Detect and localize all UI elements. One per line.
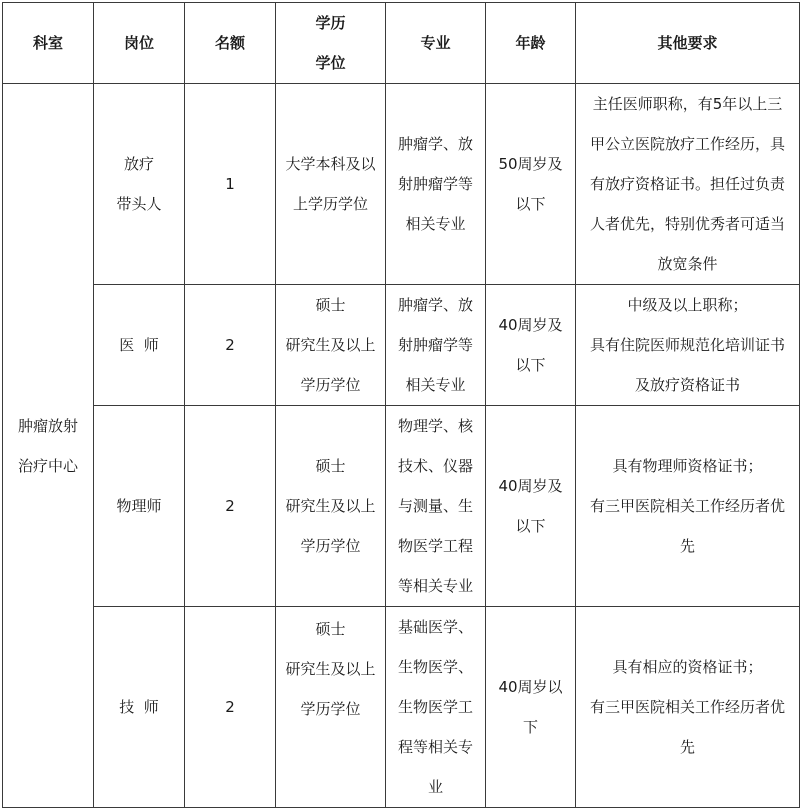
header-other: 其他要求 xyxy=(576,3,800,84)
table-row xyxy=(3,607,800,808)
education-cell xyxy=(276,406,386,607)
major-line: 相关专业 xyxy=(405,215,466,233)
major-line: 肿瘤学、放 xyxy=(397,296,473,314)
major-line: 肿瘤学、放 xyxy=(397,135,473,153)
requirement-line: 甲公立医院放疗工作经历，具 xyxy=(589,135,785,153)
post-line: 医 师 xyxy=(119,336,159,354)
requirement-line: 及放疗资格证书 xyxy=(634,376,740,394)
requirement-line: 主任医师职称，有5年以上三 xyxy=(592,95,783,113)
post-cell xyxy=(94,607,185,808)
department-line1: 肿瘤放射 xyxy=(17,416,78,435)
requirement-line: 人者优先，特别优秀者可适当 xyxy=(589,215,785,233)
header-major: 专业 xyxy=(386,3,486,84)
requirement-line: 有三甲医院相关工作经历者优 xyxy=(589,698,785,716)
requirements-cell xyxy=(576,406,800,607)
department-line2: 治疗中心 xyxy=(17,456,78,475)
education-line: 大学本科及以 xyxy=(285,155,376,173)
count-cell: 1 xyxy=(185,84,276,285)
header-education xyxy=(276,3,386,84)
major-line: 物医学工程 xyxy=(397,537,473,555)
post-line: 物理师 xyxy=(116,497,162,515)
major-line: 相关专业 xyxy=(405,376,466,394)
age-line: 下 xyxy=(522,718,538,736)
requirement-line: 中级及以上职称； xyxy=(627,296,748,314)
post-cell xyxy=(94,84,185,285)
post-line: 技 师 xyxy=(119,698,159,716)
requirement-line: 有放疗资格证书。担任过负责 xyxy=(589,175,785,193)
education-line: 上学历学位 xyxy=(292,195,368,213)
header-count: 名额 xyxy=(185,3,276,84)
major-line: 物理学、核 xyxy=(397,417,473,435)
education-line: 硕士 xyxy=(315,620,346,638)
header-dept: 科室 xyxy=(3,3,94,84)
major-cell xyxy=(386,406,486,607)
requirement-line: 具有物理师资格证书； xyxy=(612,457,763,475)
major-line: 射肿瘤学等 xyxy=(397,336,473,354)
age-line: 50周岁及 xyxy=(498,155,563,173)
header-education-line1: 学历 xyxy=(315,14,346,32)
header-post: 岗位 xyxy=(94,3,185,84)
education-cell xyxy=(276,607,386,808)
count-cell: 2 xyxy=(185,607,276,808)
requirements-cell xyxy=(576,607,800,808)
requirements-cell xyxy=(576,285,800,406)
requirement-line: 先 xyxy=(679,738,695,756)
age-line: 以下 xyxy=(515,356,546,374)
education-cell xyxy=(276,84,386,285)
education-line: 学历学位 xyxy=(300,376,361,394)
requirements-cell xyxy=(576,84,800,285)
education-line: 学历学位 xyxy=(300,700,361,718)
age-line: 以下 xyxy=(515,195,546,213)
table-row xyxy=(3,285,800,406)
header-age: 年龄 xyxy=(486,3,576,84)
post-line: 带头人 xyxy=(116,195,162,213)
major-line: 基础医学、 xyxy=(397,618,473,636)
age-line: 40周岁及 xyxy=(498,316,563,334)
age-line: 40周岁以 xyxy=(498,678,563,696)
requirement-line: 放宽条件 xyxy=(657,255,718,273)
header-education-line2: 学位 xyxy=(315,54,346,72)
education-line: 研究生及以上 xyxy=(285,660,376,678)
education-line: 研究生及以上 xyxy=(285,497,376,515)
major-line: 生物医学、 xyxy=(397,658,473,676)
major-line: 与测量、生 xyxy=(397,497,473,515)
count-cell: 2 xyxy=(185,406,276,607)
major-line: 技术、仪器 xyxy=(397,457,473,475)
table-row xyxy=(3,84,800,285)
post-cell xyxy=(94,406,185,607)
major-line: 业 xyxy=(427,778,443,796)
recruitment-table xyxy=(2,2,800,808)
major-line: 等相关专业 xyxy=(397,577,473,595)
major-line: 生物医学工 xyxy=(397,698,473,716)
age-cell xyxy=(486,607,576,808)
age-cell xyxy=(486,285,576,406)
post-cell xyxy=(94,285,185,406)
age-cell xyxy=(486,406,576,607)
education-line: 学历学位 xyxy=(300,537,361,555)
requirement-line: 有三甲医院相关工作经历者优 xyxy=(589,497,785,515)
age-line: 以下 xyxy=(515,517,546,535)
major-cell xyxy=(386,84,486,285)
requirement-line: 具有住院医师规范化培训证书 xyxy=(589,336,785,354)
age-line: 40周岁及 xyxy=(498,477,563,495)
major-cell xyxy=(386,285,486,406)
requirement-line: 先 xyxy=(679,537,695,555)
count-cell: 2 xyxy=(185,285,276,406)
age-cell xyxy=(486,84,576,285)
major-cell xyxy=(386,607,486,808)
requirement-line: 具有相应的资格证书； xyxy=(612,658,763,676)
education-line: 硕士 xyxy=(315,296,346,314)
department-cell xyxy=(3,84,94,808)
header-row xyxy=(3,3,800,84)
major-line: 程等相关专 xyxy=(397,738,473,756)
post-line: 放疗 xyxy=(123,155,154,173)
major-line: 射肿瘤学等 xyxy=(397,175,473,193)
education-cell xyxy=(276,285,386,406)
table-row xyxy=(3,406,800,607)
education-line: 研究生及以上 xyxy=(285,336,376,354)
education-line: 硕士 xyxy=(315,457,346,475)
